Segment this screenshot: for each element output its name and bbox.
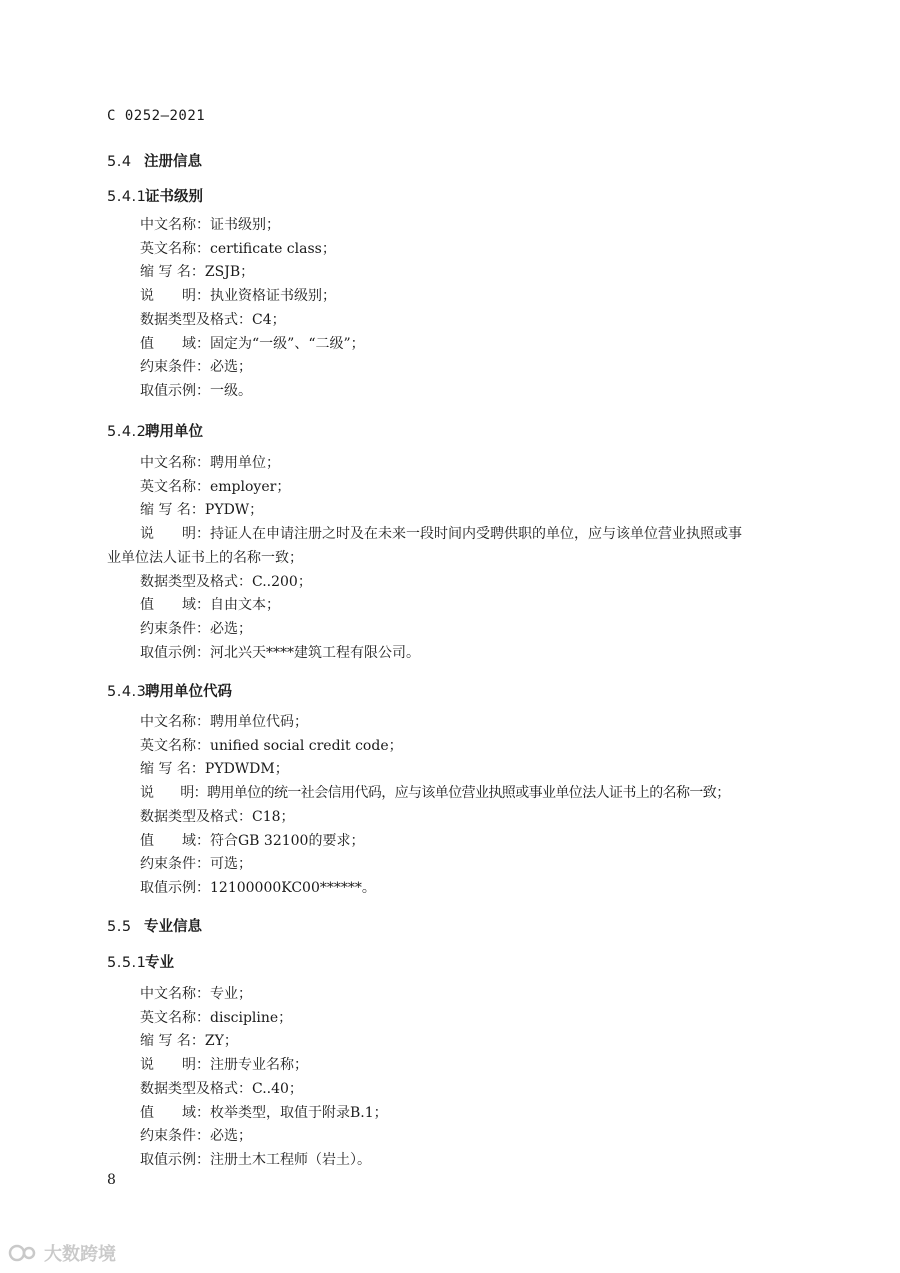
section-number: 5.4.1 [107, 189, 147, 205]
field-value: 聘用单位代码； [210, 714, 308, 730]
field-value: C..200； [252, 573, 312, 590]
field-row [107, 309, 823, 333]
field-value: unified social credit code； [210, 737, 403, 754]
field-row [107, 711, 823, 735]
field-row [107, 877, 823, 901]
field-row [107, 782, 823, 806]
field-label: 值 域： [140, 597, 210, 614]
field-row [107, 1102, 823, 1126]
watermark [8, 1240, 116, 1266]
field-row [107, 642, 823, 666]
field-label: 缩 写 名： [140, 1033, 205, 1050]
field-value: PYDWDM； [204, 761, 289, 778]
field-label: 英文名称： [140, 737, 210, 754]
field-value: C4； [252, 311, 286, 328]
field-row [107, 1030, 823, 1054]
field-label: 取值示例： [140, 1151, 210, 1168]
field-value: 持证人在申请注册之时及在未来一段时间内受聘供职的单位，应与该单位营业执照或事 [210, 526, 742, 543]
field-label: 取值示例： [140, 382, 210, 399]
field-label: 中文名称： [140, 455, 210, 471]
field-value: C18； [252, 808, 295, 825]
field-row [107, 806, 823, 830]
section-number: 5.5 [107, 919, 132, 935]
section-number: 5.4.3 [107, 684, 147, 700]
section-heading-5-5-1 [107, 951, 174, 972]
field-value: 自由文本； [210, 597, 280, 614]
field-value: 聘用单位的统一社会信用代码，应与该单位营业执照或事业单位法人证书上的名称一致； [207, 785, 730, 802]
field-row-continuation [107, 547, 823, 571]
field-row [107, 735, 823, 759]
field-row [107, 1149, 823, 1173]
field-value: 证书级别； [210, 217, 280, 233]
field-row [107, 523, 823, 547]
field-value: 12100000KC00******。 [210, 879, 376, 896]
field-value: discipline； [210, 1009, 293, 1026]
field-row [107, 285, 823, 309]
field-value: 必选； [210, 1128, 252, 1145]
field-value: certificate class； [210, 240, 336, 257]
field-row [107, 618, 823, 642]
field-row [107, 1078, 823, 1102]
field-label: 英文名称： [140, 478, 210, 495]
field-row [107, 238, 823, 262]
section-heading-5-4 [107, 150, 202, 171]
field-value: 河北兴天****建筑工程有限公司。 [210, 644, 420, 661]
watermark-text: 大数跨境 [44, 1244, 116, 1265]
field-row [107, 594, 823, 618]
field-row [107, 853, 823, 877]
field-label: 取值示例： [140, 644, 210, 661]
section-title: 专业 [145, 955, 174, 971]
field-value: 枚举类型，取值于附录B.1； [210, 1104, 388, 1121]
section-heading-5-4-3 [107, 680, 232, 701]
field-value: 一级。 [210, 382, 252, 399]
field-value: 聘用单位； [210, 455, 280, 471]
field-row [107, 830, 823, 854]
field-row [107, 261, 823, 285]
field-label: 约束条件： [140, 856, 210, 873]
entry-credit-code [107, 711, 823, 901]
field-row [107, 452, 823, 476]
section-title: 专业信息 [144, 919, 202, 935]
field-value: 执业资格证书级别； [210, 288, 336, 305]
standard-code-header: C 0252—2021 [107, 108, 206, 124]
field-label: 中文名称： [140, 986, 210, 1002]
section-number: 5.4.2 [107, 424, 147, 440]
section-title: 聘用单位 [145, 424, 203, 440]
field-label: 数据类型及格式： [140, 1080, 252, 1097]
field-row [107, 380, 823, 404]
entry-employer [107, 452, 823, 665]
field-label: 数据类型及格式： [140, 311, 252, 328]
section-number: 5.4 [107, 154, 132, 170]
field-row [107, 499, 823, 523]
section-heading-5-4-2 [107, 420, 203, 441]
field-value: 注册土木工程师（岩土）。 [210, 1151, 371, 1168]
field-value: 符合GB 32100的要求； [210, 832, 365, 849]
field-label: 缩 写 名： [140, 502, 205, 519]
field-row [107, 571, 823, 595]
field-label: 中文名称： [140, 714, 210, 730]
field-value: 专业； [210, 986, 252, 1002]
field-label: 说 明： [140, 526, 210, 543]
page-number: 8 [107, 1172, 116, 1188]
field-value: PYDW； [204, 502, 264, 519]
field-value: 固定为“一级”、“二级”； [210, 335, 365, 352]
field-row [107, 356, 823, 380]
field-label: 数据类型及格式： [140, 573, 252, 590]
field-label: 值 域： [140, 1104, 210, 1121]
field-value: C..40； [252, 1080, 303, 1097]
field-label: 约束条件： [140, 1128, 210, 1145]
field-label: 英文名称： [140, 1009, 210, 1026]
field-value: 注册专业名称； [210, 1057, 308, 1074]
field-label: 缩 写 名： [140, 264, 205, 281]
section-title: 证书级别 [145, 189, 203, 205]
field-label: 英文名称： [140, 240, 210, 257]
section-heading-5-5 [107, 915, 202, 936]
field-value: ZSJB； [204, 264, 255, 281]
entry-certificate-class [107, 214, 823, 404]
field-row [107, 758, 823, 782]
field-label: 说 明： [140, 288, 210, 305]
field-label: 中文名称： [140, 217, 210, 233]
field-value: 业单位法人证书上的名称一致； [107, 549, 303, 566]
field-label: 说 明： [140, 1057, 210, 1074]
field-value: ZY； [204, 1033, 238, 1050]
field-value: 必选； [210, 620, 252, 637]
entry-discipline [107, 983, 823, 1173]
field-row [107, 476, 823, 500]
field-row [107, 1007, 823, 1031]
field-value: employer； [210, 478, 291, 495]
field-label: 约束条件： [140, 620, 210, 637]
field-row [107, 1054, 823, 1078]
section-title: 注册信息 [144, 154, 202, 170]
field-label: 说 明： [140, 785, 207, 802]
section-title: 聘用单位代码 [145, 684, 232, 700]
field-label: 取值示例： [140, 879, 210, 896]
field-label: 约束条件： [140, 359, 210, 376]
field-value: 可选； [210, 856, 252, 873]
field-row [107, 333, 823, 357]
section-number: 5.5.1 [107, 955, 147, 971]
section-heading-5-4-1 [107, 185, 203, 206]
field-label: 值 域： [140, 832, 210, 849]
field-row [107, 1125, 823, 1149]
field-label: 值 域： [140, 335, 210, 352]
field-row [107, 983, 823, 1007]
field-row [107, 214, 823, 238]
field-value: 必选； [210, 359, 252, 376]
watermark-logo-icon [8, 1242, 38, 1264]
field-label: 缩 写 名： [140, 761, 205, 778]
field-label: 数据类型及格式： [140, 808, 252, 825]
